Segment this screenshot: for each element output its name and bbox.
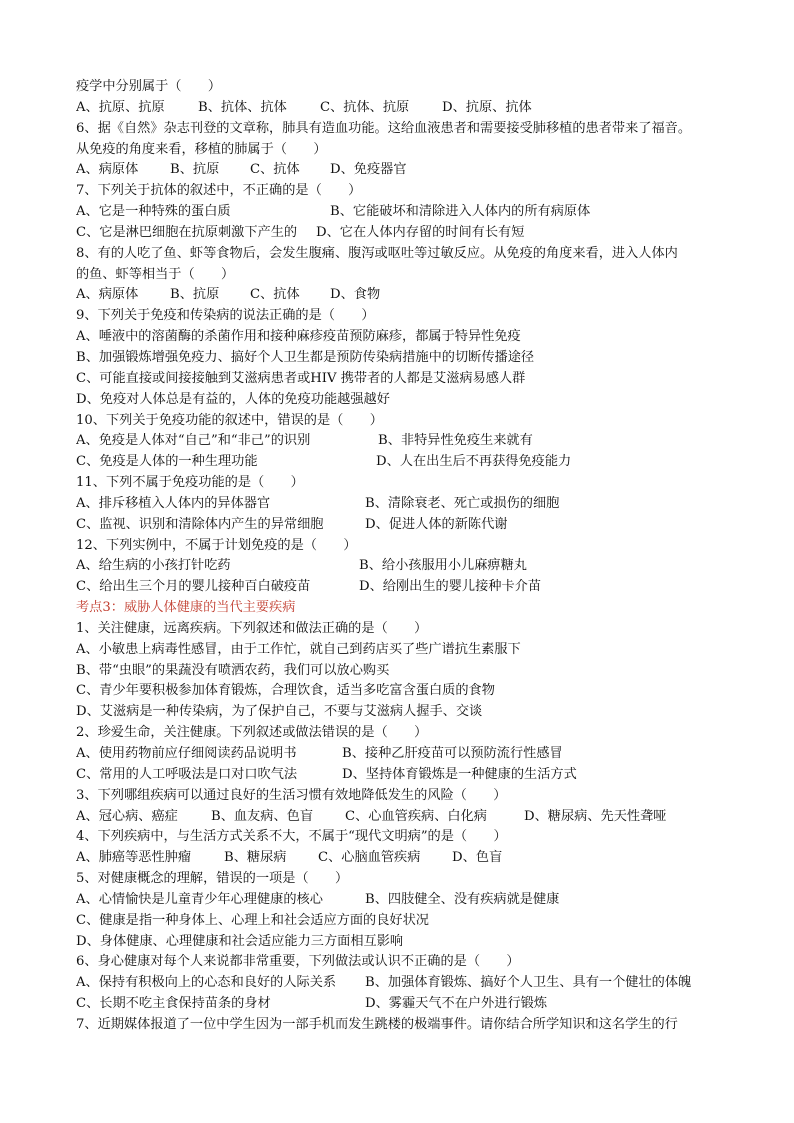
answer-option: B、给小孩服用小儿麻痹糖丸 [359, 558, 527, 574]
answer-option: C、它是淋巴细胞在抗原刺激下产生的 [76, 224, 298, 240]
answer-option: D、促进人体的新陈代谢 [365, 516, 508, 532]
line-text: C、健康是指一种身体上、心理上和社会适应方面的良好状况 [76, 912, 429, 928]
line-text: D、身体健康、心理健康和社会适应能力三方面相互影响 [76, 933, 404, 949]
answer-option: A、病原体 [76, 287, 139, 303]
line-text: C、青少年要积极参加体育锻炼，合理饮食，适当多吃富含蛋白质的食物 [76, 683, 495, 699]
answer-option: B、它能破坏和清除进入人体内的所有病原体 [330, 204, 591, 220]
text-line [76, 807, 736, 828]
text-line [76, 765, 736, 786]
text-line [76, 202, 736, 223]
answer-option: A、它是一种特殊的蛋白质 [76, 204, 231, 220]
text-line [76, 77, 736, 98]
line-text: C、可能直接或间接接触到艾滋病患者或HIV 携带者的人都是艾滋病易感人群 [76, 370, 526, 386]
line-text: 6、据《自然》杂志刊登的文章称，肺具有造血功能。这给血液患者和需要接受肺移植的患者带来了福音。 [76, 120, 692, 136]
answer-option: C、给出生三个月的婴儿接种百白破疫苗 [76, 579, 311, 595]
answer-option: A、使用药物前应仔细阅读药品说明书 [76, 746, 297, 761]
answer-option: C、长期不吃主食保持苗条的身材 [76, 996, 271, 1012]
answer-option: C、抗体 [250, 287, 300, 303]
answer-option: C、抗体 [250, 162, 300, 178]
line-text: 6、身心健康对每个人来说都非常重要，下列做法或认识不正确的是（ ） [76, 954, 520, 970]
text-line [76, 869, 736, 890]
line-text: 3、下列哪组疾病可以通过良好的生活习惯有效地降低发生的风险（ ） [76, 787, 507, 803]
answer-option: D、雾霾天气不在户外进行锻炼 [365, 996, 548, 1012]
line-text: 4、下列疾病中，与生活方式关系不大，不属于“现代文明病”的是（ ） [76, 829, 507, 845]
text-line [76, 932, 736, 953]
line-text: 12、下列实例中，不属于计划免疫的是（ ） [76, 537, 357, 553]
text-line [76, 890, 736, 911]
text-line [76, 723, 736, 744]
answer-option: B、加强体育锻炼、搞好个人卫生、具有一个健壮的体魄 [365, 975, 692, 991]
answer-option: A、免疫是人体对“自己”和“非己”的识别 [76, 433, 311, 449]
answer-option: B、抗原 [170, 162, 220, 178]
line-text: 1、关注健康，远离疾病。下列叙述和做法正确的是（ ） [76, 620, 428, 636]
text-line [76, 181, 736, 202]
text-line [76, 661, 736, 682]
text-line [76, 681, 736, 702]
answer-option: A、心情愉快是儿童青少年心理健康的核心 [76, 891, 323, 907]
text-line [76, 494, 736, 515]
text-line [76, 223, 736, 244]
answer-option: C、心血管疾病、白化病 [345, 808, 487, 824]
text-line [76, 160, 736, 181]
line-text: D、艾滋病是一种传染病，为了保护自己，不要与艾滋病人握手、交谈 [76, 704, 483, 720]
text-line [76, 952, 736, 973]
document-body [76, 77, 736, 1036]
text-line [76, 98, 736, 119]
answer-option: C、抗体、抗原 [320, 99, 410, 115]
line-text: 考点3：威胁人体健康的当代主要疾病 [76, 600, 296, 616]
line-text: A、唾液中的溶菌酶的杀菌作用和接种麻疹疫苗预防麻疹，都属于特异性免疫 [76, 329, 521, 345]
answer-option: A、给生病的小孩打针吃药 [76, 558, 231, 574]
text-line [76, 619, 736, 640]
answer-option: A、保持有积极向上的心态和良好的人际关系 [76, 975, 337, 991]
text-line [76, 390, 736, 411]
answer-option: D、免疫器官 [330, 162, 407, 178]
line-text: 9、下列关于免疫和传染病的说法正确的是（ ） [76, 308, 375, 324]
text-line [76, 911, 736, 932]
line-text: 2、珍爱生命，关注健康。下列叙述或做法错误的是（ ） [76, 725, 428, 741]
answer-option: D、人在出生后不再获得免疫能力 [376, 454, 572, 470]
text-line [76, 306, 736, 327]
answer-option: D、它在人体内存留的时间有长有短 [316, 224, 525, 240]
answer-option: B、清除衰老、死亡或损伤的细胞 [365, 495, 560, 511]
answer-option: B、四肢健全、没有疾病就是健康 [365, 891, 560, 907]
line-text: 11、下列不属于免疫功能的是（ ） [76, 475, 304, 491]
line-text: 的鱼、虾等相当于（ ） [76, 266, 235, 282]
text-line [76, 848, 736, 869]
line-text: 从免疫的角度来看，移植的肺属于（ ） [76, 141, 327, 157]
text-line [76, 1015, 736, 1036]
line-text: 8、有的人吃了鱼、虾等食物后，会发生腹痛、腹泻或呕吐等过敏反应。从免疫的角度来看，进入人体内 [76, 245, 678, 261]
answer-option: A、排斥移植入人体内的异体器官 [76, 495, 271, 511]
answer-option: C、监视、识别和清除体内产生的异常细胞 [76, 516, 324, 532]
text-line [76, 431, 736, 452]
text-line [76, 577, 736, 598]
answer-option: C、免疫是人体的一种生理功能 [76, 454, 258, 470]
line-text: 7、下列关于抗体的叙述中，不正确的是（ ） [76, 183, 362, 199]
text-line [76, 452, 736, 473]
text-line [76, 536, 736, 557]
line-text: B、带“虫眼”的果蔬没有喷洒农药，我们可以放心购买 [76, 662, 390, 678]
text-line [76, 827, 736, 848]
line-text: A、小敏患上病毒性感冒，由于工作忙，就自己到药店买了些广谱抗生素服下 [76, 641, 521, 657]
text-line [76, 973, 736, 994]
text-line [76, 119, 736, 140]
section-heading [76, 598, 736, 619]
answer-option: B、血友病、色盲 [211, 808, 314, 824]
answer-option: B、抗原 [170, 287, 220, 303]
answer-option: D、坚持体育锻炼是一种健康的生活方式 [342, 766, 577, 782]
text-line [76, 515, 736, 536]
text-line [76, 786, 736, 807]
answer-option: B、接种乙肝疫苗可以预防流行性感冒 [342, 746, 563, 761]
text-line [76, 744, 736, 765]
text-line [76, 556, 736, 577]
answer-option: A、病原体 [76, 162, 139, 178]
line-text: 5、对健康概念的理解，错误的一项是（ ） [76, 871, 349, 887]
answer-option: A、肺癌等恶性肿瘤 [76, 850, 192, 866]
answer-option: C、常用的人工呼吸法是口对口吹气法 [76, 766, 298, 782]
text-line [76, 473, 736, 494]
text-line [76, 411, 736, 432]
text-line [76, 702, 736, 723]
answer-option: A、冠心病、癌症 [76, 808, 178, 824]
line-text: 10、下列关于免疫功能的叙述中，错误的是（ ） [76, 412, 383, 428]
answer-option: B、抗体、抗体 [198, 99, 287, 115]
answer-option: D、色盲 [452, 850, 503, 866]
line-text: D、免疫对人体总是有益的，人体的免疫功能越强越好 [76, 391, 390, 407]
text-line [76, 285, 736, 306]
answer-option: D、食物 [330, 287, 381, 303]
text-line [76, 140, 736, 161]
answer-option: D、糖尿病、先天性聋哑 [524, 808, 667, 824]
answer-option: C、心脑血管疾病 [318, 850, 421, 866]
text-line [76, 369, 736, 390]
line-text: 7、近期媒体报道了一位中学生因为一部手机而发生跳楼的极端事件。请你结合所学知识和这名学生的行 [76, 1016, 678, 1032]
text-line [76, 265, 736, 286]
text-line [76, 244, 736, 265]
text-line [76, 348, 736, 369]
answer-option: D、抗原、抗体 [442, 99, 532, 115]
text-line [76, 994, 736, 1015]
answer-option: D、给刚出生的婴儿接种卡介苗 [359, 579, 542, 595]
line-text: B、加强锻炼增强免疫力、搞好个人卫生都是预防传染病措施中的切断传播途径 [76, 349, 535, 365]
line-text: 疫学中分别属于（ ） [76, 79, 222, 94]
text-line [76, 640, 736, 661]
answer-option: A、抗原、抗原 [76, 99, 165, 115]
answer-option: B、非特异性免疫生来就有 [378, 433, 533, 449]
text-line [76, 327, 736, 348]
answer-option: B、糖尿病 [224, 850, 287, 866]
